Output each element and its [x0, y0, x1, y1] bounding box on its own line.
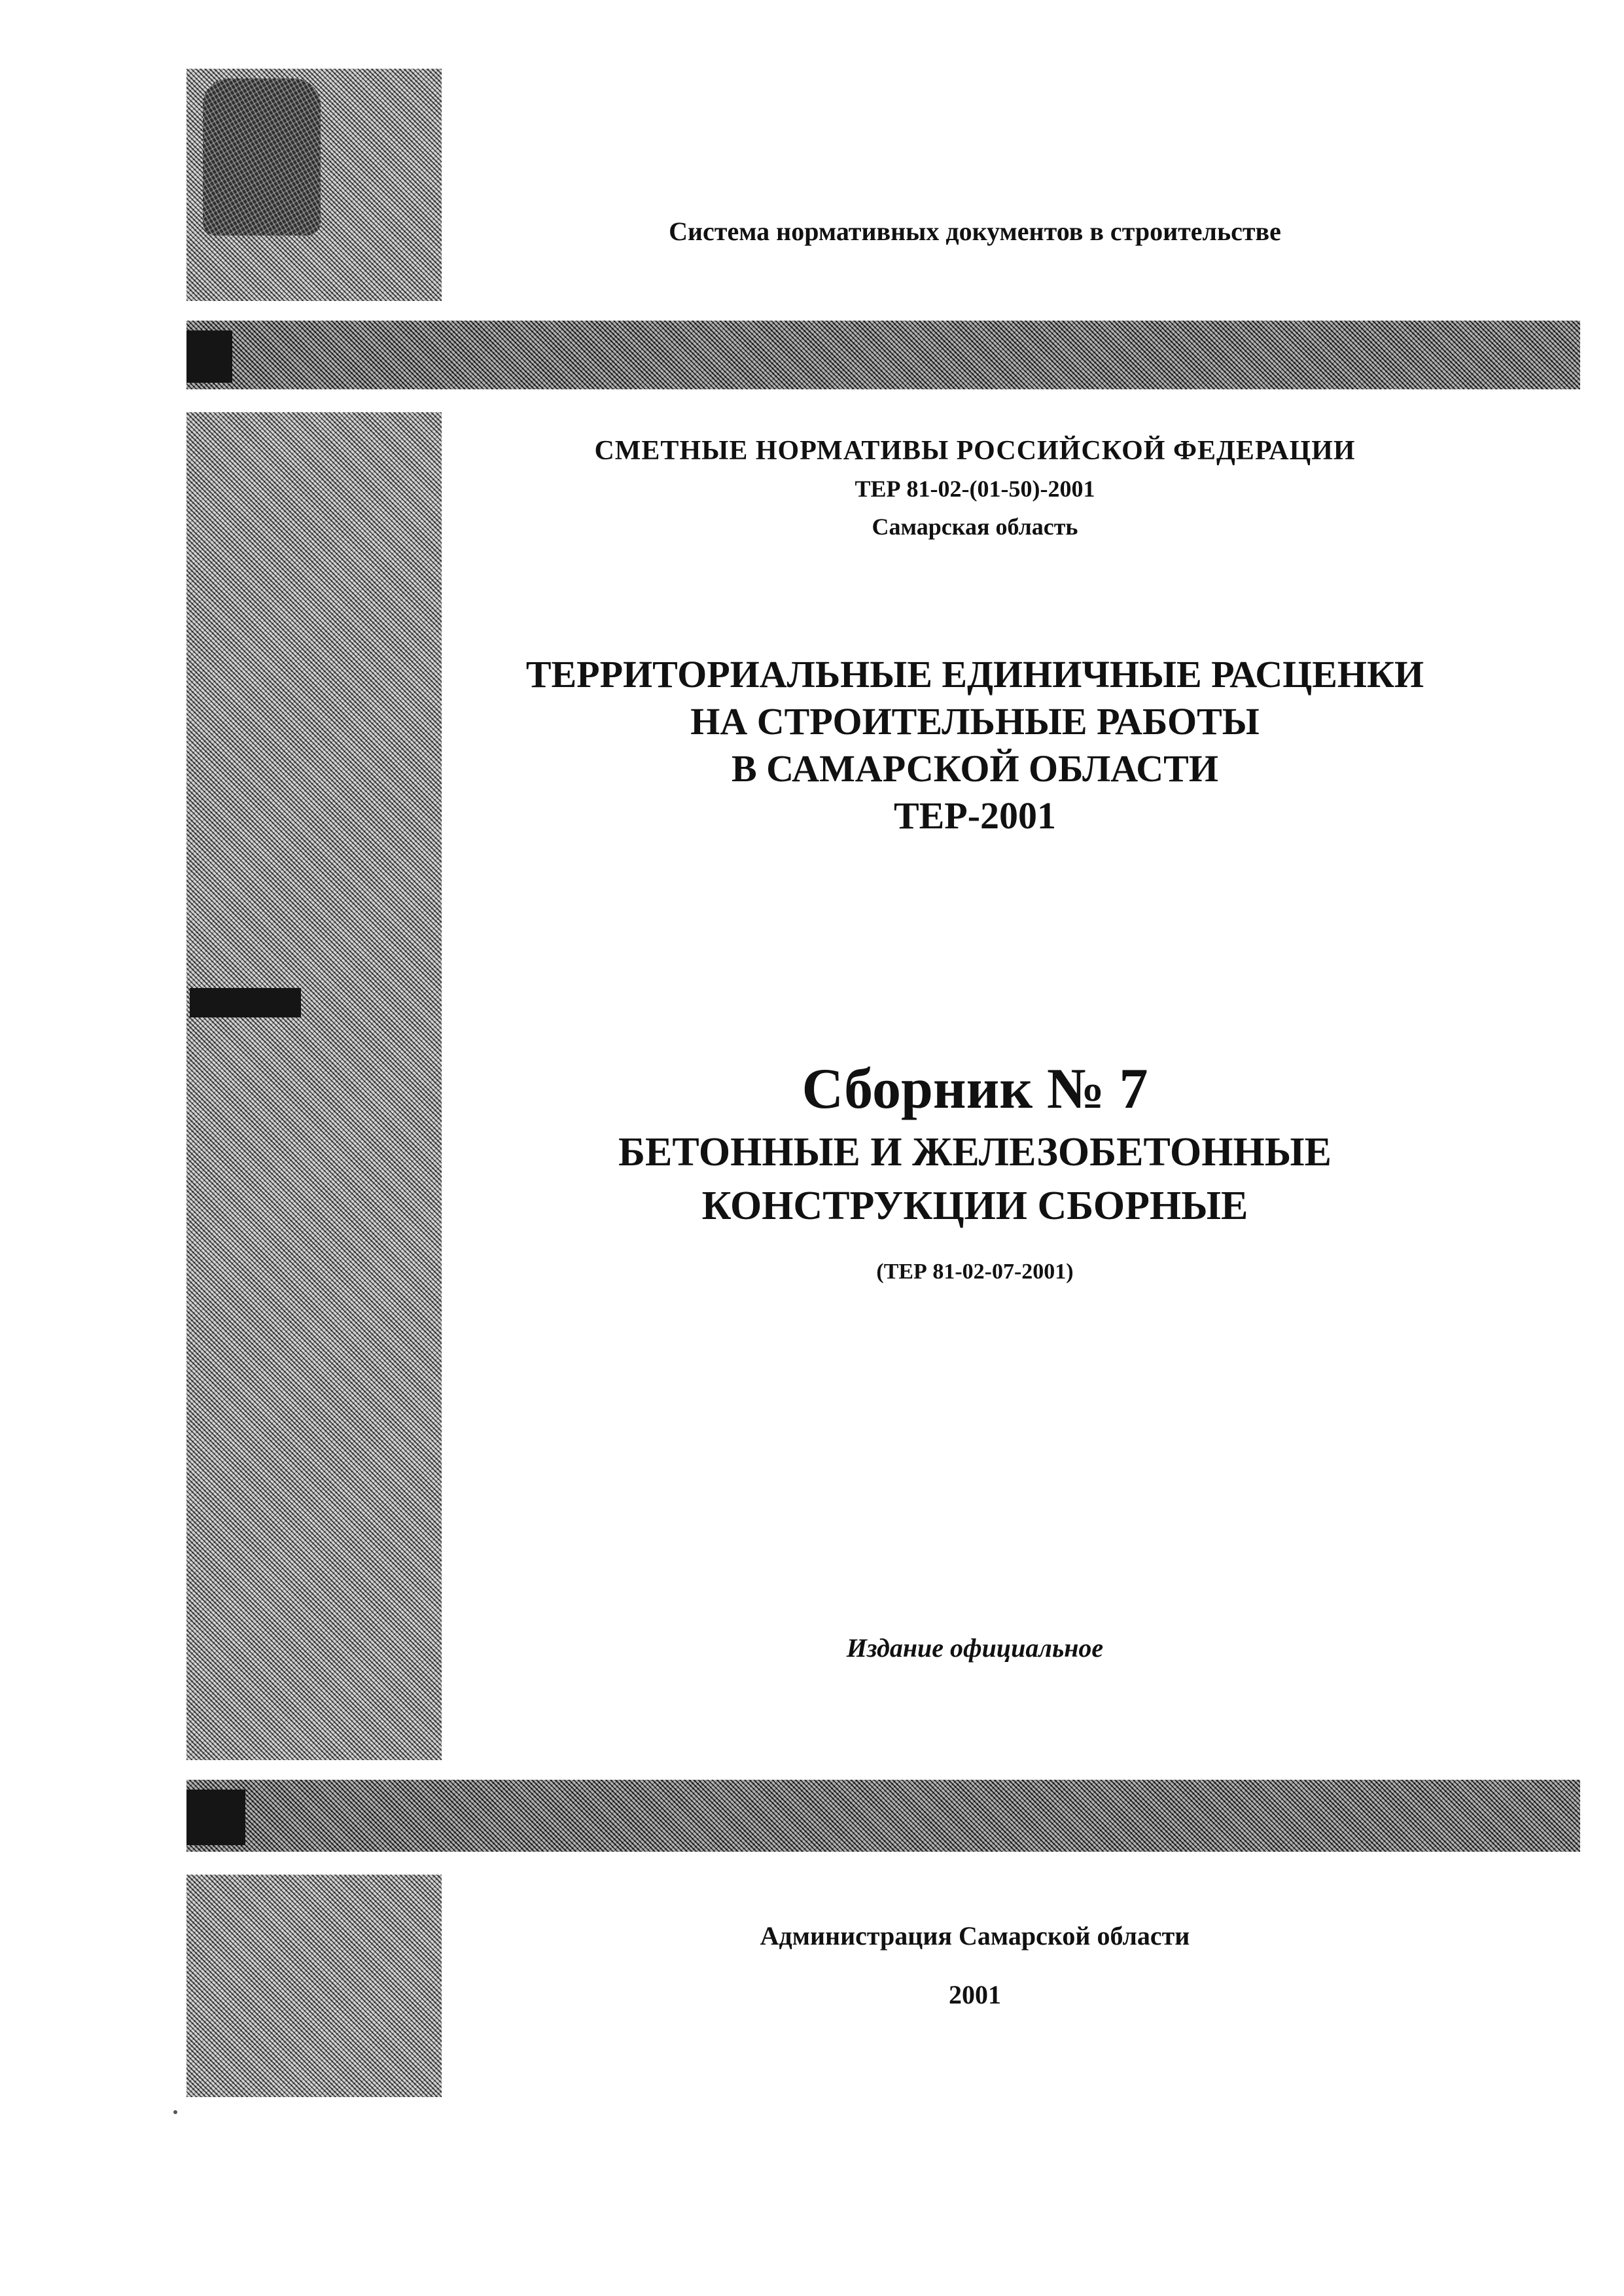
series-title: Система нормативных документов в строительстве [669, 217, 1281, 246]
norms-code: ТЕР 81-02-(01-50)-2001 [855, 476, 1095, 502]
bottom-left-halftone-block [186, 1875, 442, 2097]
publication-year: 2001 [949, 1980, 1001, 2009]
region-label: Самарская область [872, 514, 1078, 540]
norms-header-block [445, 432, 1505, 546]
emblem-graphic [203, 79, 321, 236]
left-vertical-strip [186, 412, 442, 1760]
norms-header: СМЕТНЫЕ НОРМАТИВЫ РОССИЙСКОЙ ФЕДЕРАЦИИ [594, 436, 1356, 466]
publisher: Администрация Самарской области [760, 1921, 1190, 1951]
bottom-horizontal-band [186, 1780, 1580, 1852]
collection-code: (ТЕР 81-02-07-2001) [876, 1260, 1074, 1284]
collection-title [445, 1125, 1505, 1233]
top-band-left-chunk [186, 330, 232, 383]
collection-title-line: БЕТОННЫЕ И ЖЕЛЕЗОБЕТОННЫЕ [618, 1130, 1332, 1174]
scan-speck [173, 2110, 177, 2114]
top-horizontal-band [186, 321, 1580, 389]
collection-title-line: КОНСТРУКЦИИ СБОРНЫЕ [701, 1184, 1248, 1228]
left-strip-dark-mark [190, 988, 301, 1017]
rates-title-line: ТЕРРИТОРИАЛЬНЫЕ ЕДИНИЧНЫЕ РАСЦЕНКИ [525, 653, 1424, 696]
collection-number: Сборник № 7 [802, 1057, 1148, 1121]
rates-title-line: ТЕР-2001 [893, 794, 1057, 837]
bottom-band-left-chunk [186, 1790, 245, 1845]
edition-label: Издание официальное [846, 1633, 1104, 1663]
rates-title-line: НА СТРОИТЕЛЬНЫЕ РАБОТЫ [690, 700, 1260, 743]
rates-title-line: В САМАРСКОЙ ОБЛАСТИ [732, 747, 1218, 790]
rates-title [445, 651, 1505, 839]
